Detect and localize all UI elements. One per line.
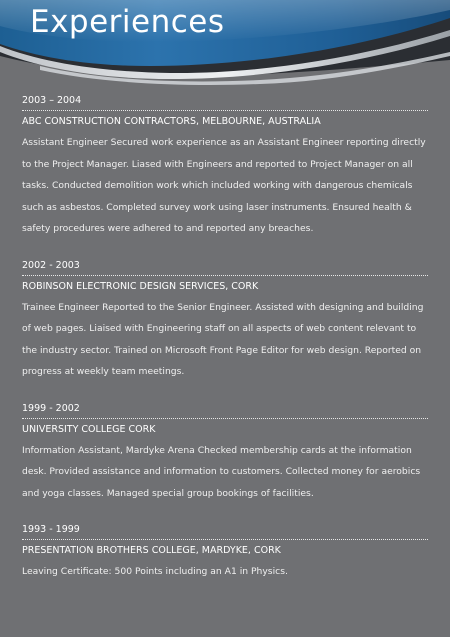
entry-description: Leaving Certificate: 500 Points including an A1 in Physics. xyxy=(22,566,288,577)
header-banner xyxy=(0,0,450,90)
experience-entry xyxy=(22,524,428,583)
entry-organization: ABC CONSTRUCTION CONTRACTORS, MELBOURNE, AUSTRALIA xyxy=(22,116,321,127)
entry-description: Information Assistant, Mardyke Arena Checked membership cards at the information desk. Provided assistance and information to customers. Collected money for aerobics and yoga classes. Managed special group bookings of facilities. xyxy=(22,444,421,499)
experience-list xyxy=(22,95,428,603)
entry-description: Trainee Engineer Reported to the Senior Engineer. Assisted with designing and building of web pages. Liaised with Engineering staff on all aspects of web content relevant to the industry sector. Trained on Microsoft Front Page Editor for web design. Reported on progress at weekly team meetings. xyxy=(22,301,424,377)
entry-description: Assistant Engineer Secured work experience as an Assistant Engineer reporting directly to the Project Manager. Liased with Engineers and reported to Project Manager on all tasks. Conducted demolition work which included working with dangerous chemicals such as asbestos. Completed survey work using laser instruments. Ensured health & safety procedures were adhered to and reported any breaches. xyxy=(22,137,426,234)
entry-organization: ROBINSON ELECTRONIC DESIGN SERVICES, CORK xyxy=(22,280,259,292)
experience-entry xyxy=(22,95,428,240)
page-title: Experiences xyxy=(30,4,225,40)
entry-years: 2003 – 2004 xyxy=(22,95,428,111)
entry-organization: PRESENTATION BROTHERS COLLEGE, MARDYKE, CORK xyxy=(22,545,281,556)
entry-years: 1999 - 2002 xyxy=(22,403,428,419)
experience-entry xyxy=(22,403,428,505)
entry-organization: UNIVERSITY COLLEGE CORK xyxy=(22,423,156,435)
experience-entry xyxy=(22,260,428,383)
entry-years: 1993 - 1999 xyxy=(22,524,428,540)
entry-years: 2002 - 2003 xyxy=(22,260,428,276)
